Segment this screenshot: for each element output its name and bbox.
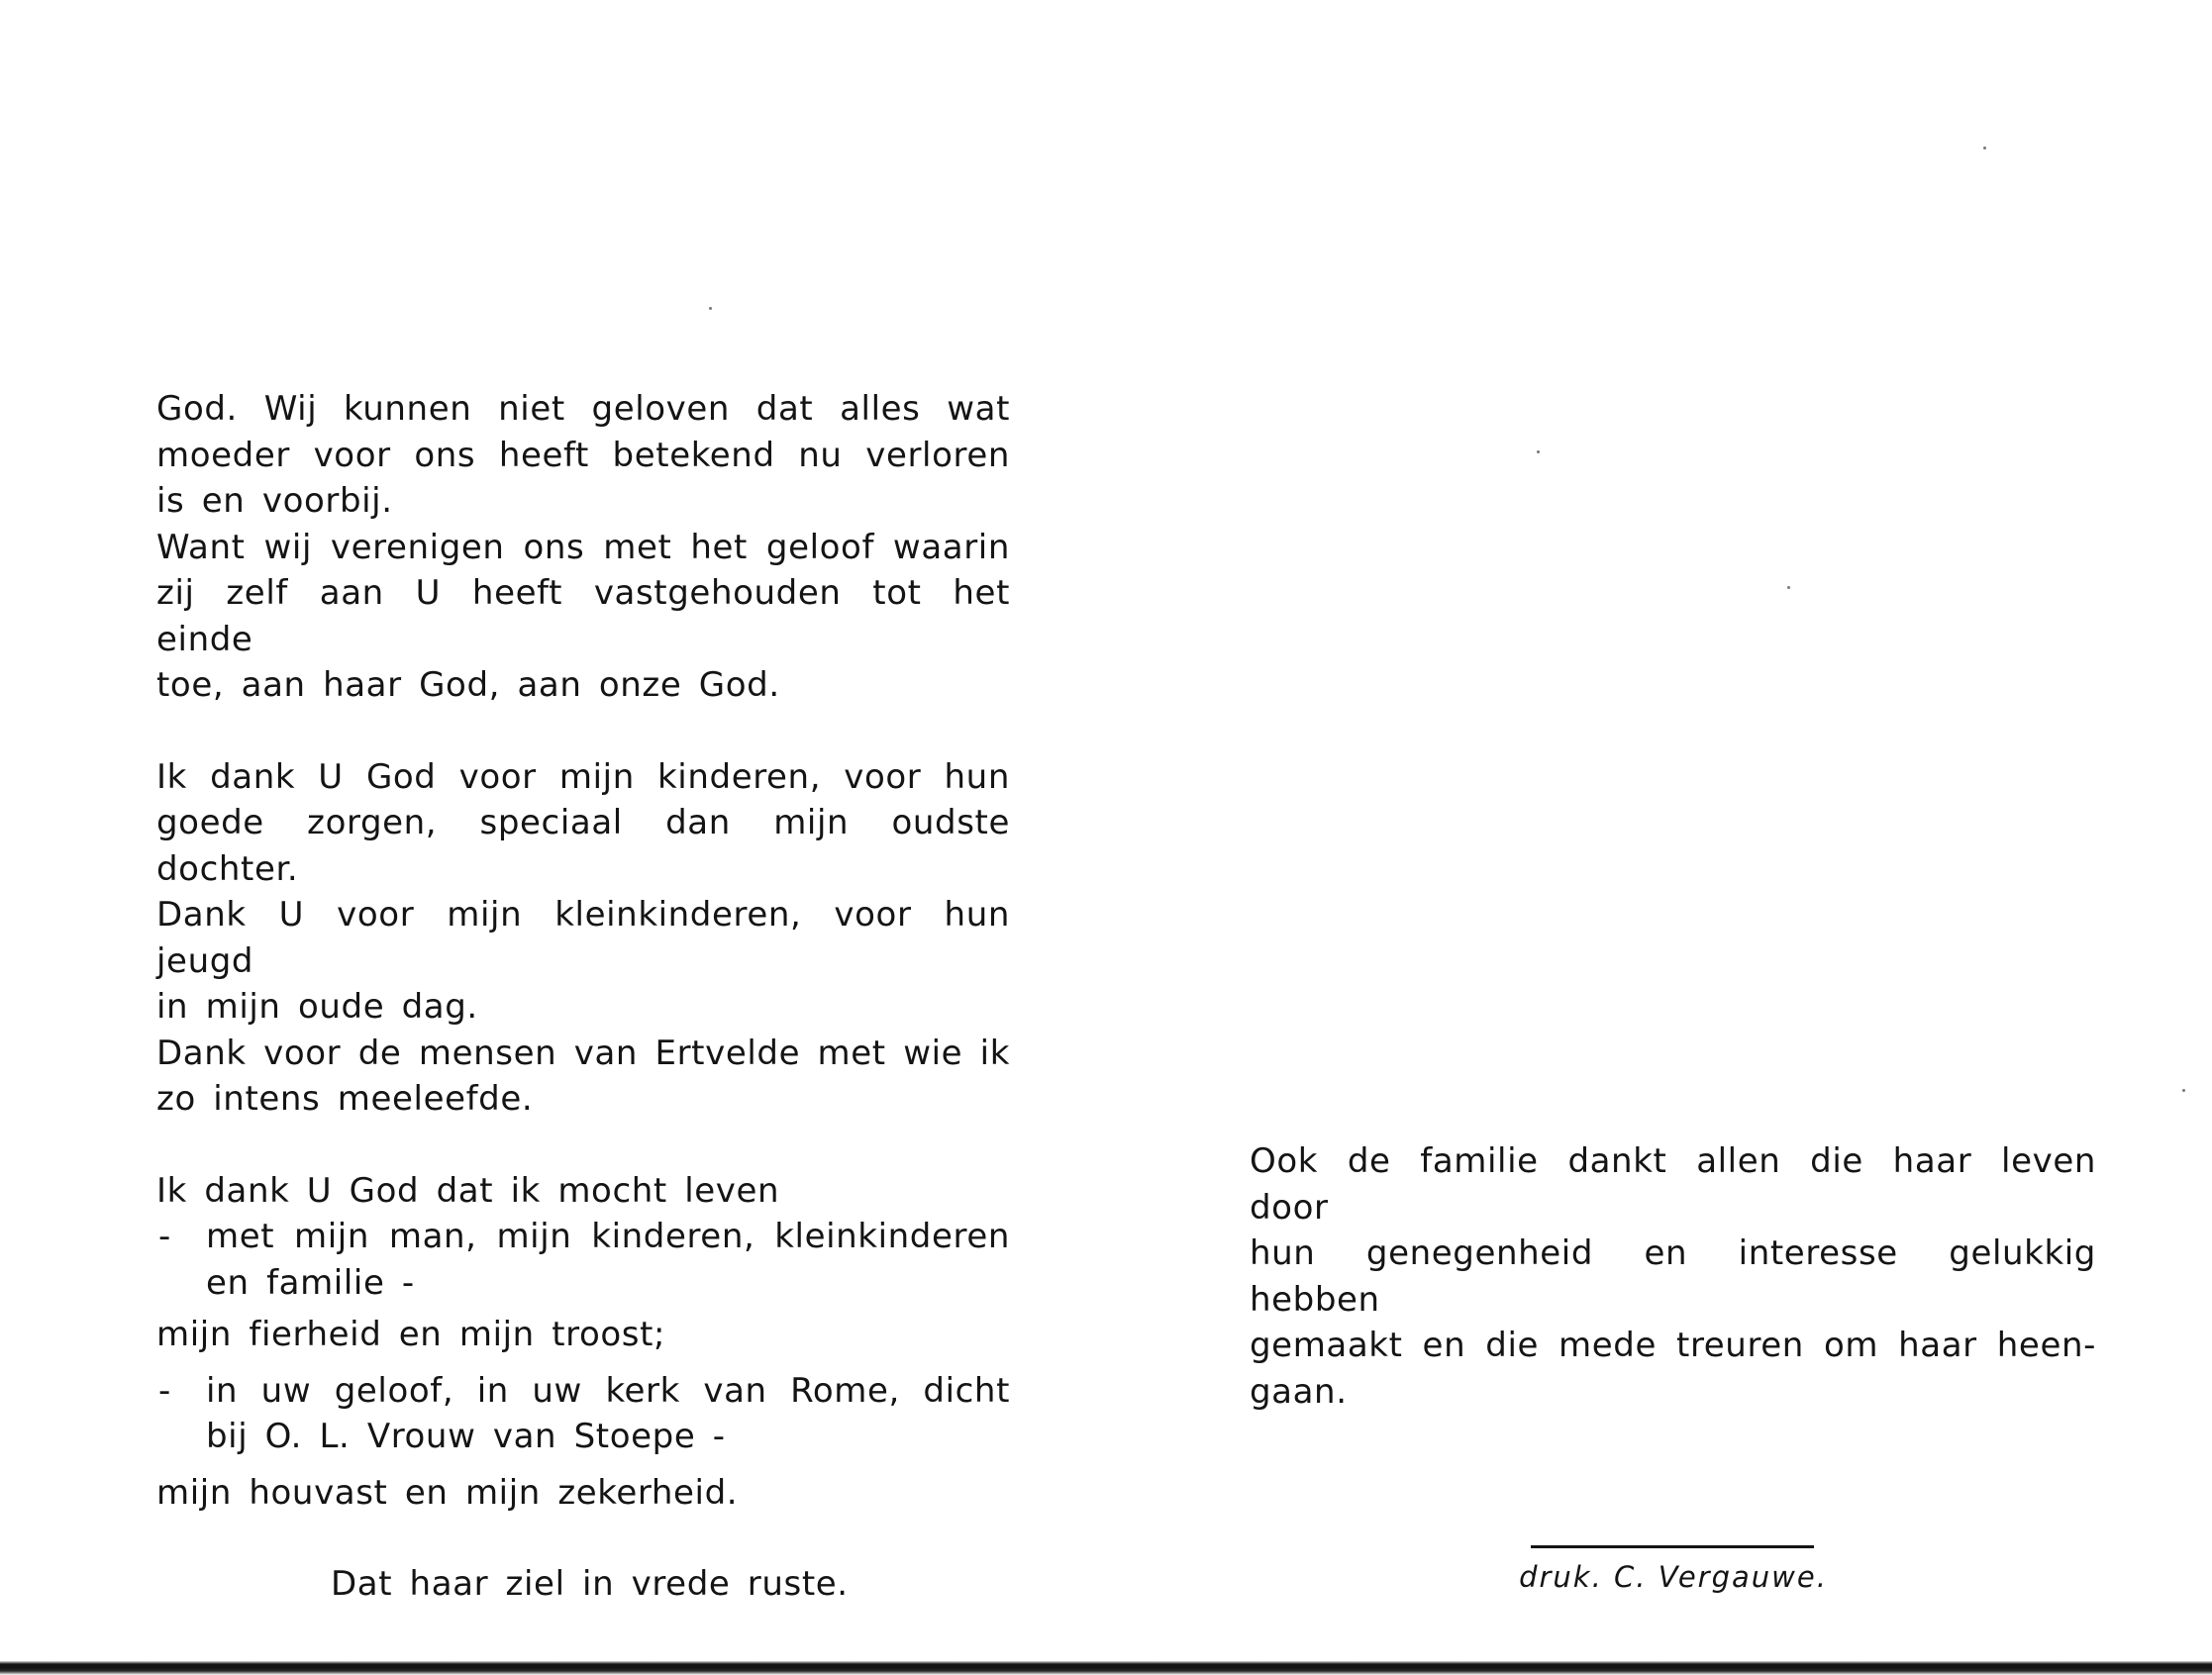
paper-speck (709, 307, 712, 310)
paragraph-thanks (156, 754, 1010, 1123)
text-line: in uw geloof, in uw kerk van Rome, dicht (206, 1370, 1010, 1411)
paragraph-gap (156, 1123, 1010, 1168)
closing-prayer: Dat haar ziel in vrede ruste. (331, 1564, 849, 1604)
text-line: met mijn man, mijn kinderen, kleinkinderen (206, 1217, 1010, 1256)
text-line: Dank U voor mijn kleinkinderen, voor hun jeugd (156, 895, 1010, 981)
list-item-faith (156, 1368, 1010, 1460)
text-line: Want wij verenigen ons met het geloof waarin (156, 527, 1010, 567)
text-line: Dank voor de mensen van Ertvelde met wie ik (156, 1033, 1010, 1073)
text-line: toe, aan haar God, aan onze God. (156, 665, 780, 705)
card-bottom-edge (0, 1661, 2212, 1675)
paragraph-life (156, 1168, 1010, 1517)
paper-speck (1537, 450, 1540, 453)
text-line: zij zelf aan U heeft vastgehouden tot het einde (156, 573, 1010, 659)
text-line: God. Wij kunnen niet geloven dat alles wat (156, 389, 1010, 429)
text-line: gemaakt en die mede treuren om haar heen- (1250, 1326, 2096, 1365)
paper-speck (1983, 147, 1986, 149)
list-item-family (156, 1214, 1010, 1306)
text-line: goede zorgen, speciaal dan mijn oudste dochter. (156, 803, 1010, 889)
family-thanks (1250, 1138, 2096, 1415)
text-line: Ik dank U God voor mijn kinderen, voor hun (156, 756, 1010, 797)
left-column (156, 386, 1010, 1608)
paragraph-gap (156, 709, 1010, 754)
list-dash: - (158, 1217, 171, 1256)
list-item-ending: mijn fierheid en mijn troost; (156, 1315, 666, 1354)
printer-divider (1531, 1545, 1814, 1548)
text-line: en familie - (206, 1262, 415, 1303)
paragraph-faith (156, 386, 1010, 709)
text-line: moeder voor ons heeft betekend nu verloren (156, 435, 1010, 475)
text-line: in mijn oude dag. (156, 987, 478, 1027)
list-dash: - (158, 1370, 171, 1411)
list-item-ending: mijn houvast en mijn zekerheid. (156, 1472, 739, 1513)
text-line: is en voorbij. (156, 481, 393, 521)
text-line: zo intens meeleefde. (156, 1079, 534, 1119)
text-line: bij O. L. Vrouw van Stoepe - (206, 1417, 726, 1456)
text-line: Ik dank U God dat ik mocht leven (156, 1170, 780, 1211)
text-line: hun genegenheid en interesse gelukkig hebben (1250, 1233, 2096, 1320)
text-line: Ook de familie dankt allen die haar leven door (1250, 1141, 2096, 1228)
paper-speck (1787, 586, 1790, 589)
text-line: gaan. (1250, 1371, 1348, 1412)
printer-credit: druk. C. Vergauwe. (1519, 1560, 1828, 1594)
paper-speck (2182, 1089, 2185, 1092)
